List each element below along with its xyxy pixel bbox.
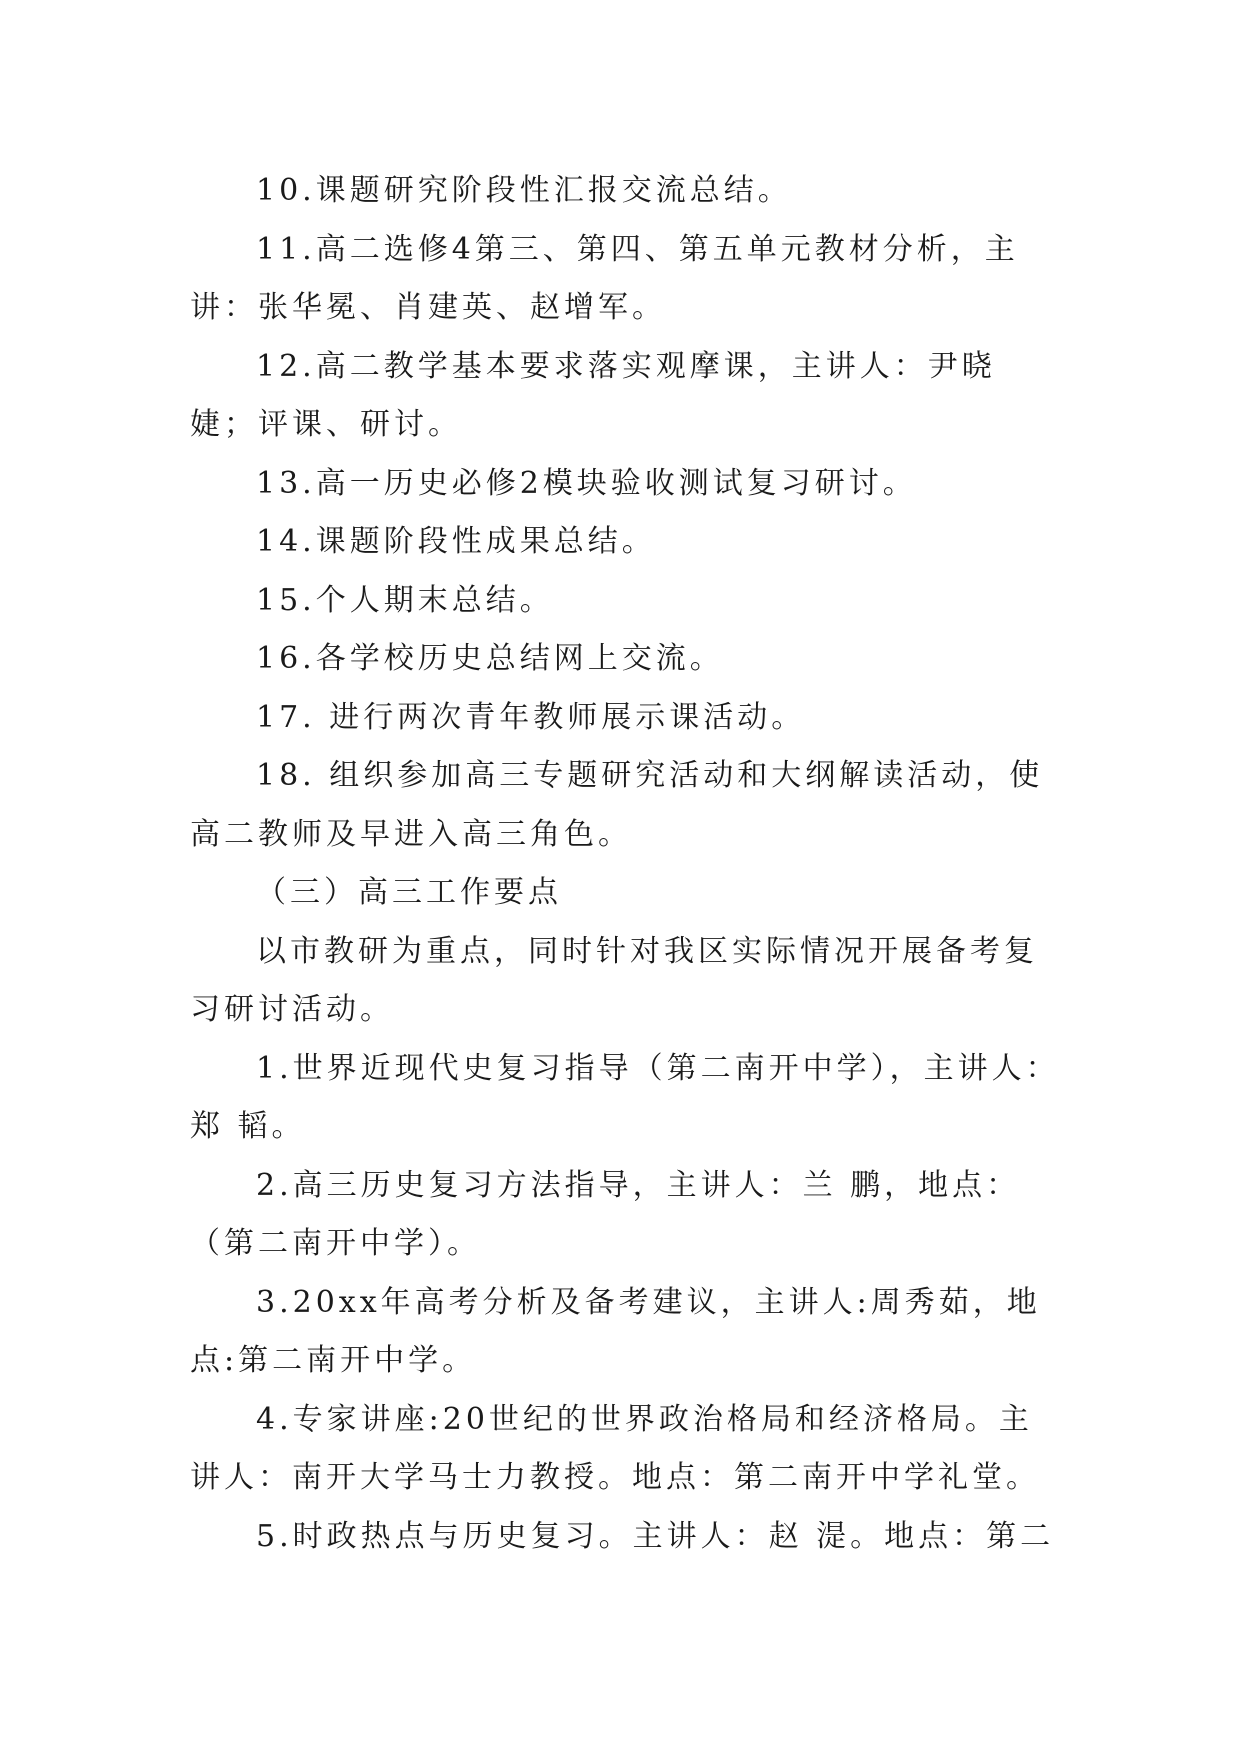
paragraph-item-senior-4: 4.专家讲座:20世纪的世界政治格局和经济格局。主讲人：南开大学马士力教授。地点：第二南开中学礼堂。 bbox=[190, 1401, 1040, 1495]
document-body bbox=[190, 162, 1060, 1566]
paragraph-item-senior-5: 5.时政热点与历史复习。主讲人：赵 湜。地点：第二 bbox=[256, 1518, 1055, 1554]
section-heading: （三）高三工作要点 bbox=[256, 875, 562, 910]
paragraph-item-11: 11.高二选修4第三、第四、第五单元教材分析，主讲：张华冕、肖建英、赵增军。 bbox=[190, 231, 1019, 325]
section-intro: 以市教研为重点，同时针对我区实际情况开展备考复习研讨活动。 bbox=[190, 933, 1038, 1027]
paragraph-item-12: 12.高二教学基本要求落实观摩课，主讲人：尹晓婕；评课、研讨。 bbox=[190, 348, 996, 442]
paragraph-item-senior-1: 1.世界近现代史复习指导（第二南开中学），主讲人：郑 韬。 bbox=[190, 1050, 1060, 1144]
paragraph-item-16: 16.各学校历史总结网上交流。 bbox=[256, 641, 724, 676]
paragraph-item-15: 15.个人期末总结。 bbox=[256, 582, 554, 618]
paragraph-item-10: 10.课题研究阶段性汇报交流总结。 bbox=[256, 173, 792, 208]
paragraph-item-18: 18. 组织参加高三专题研究活动和大纲解读活动，使高二教师及早进入高三角色。 bbox=[190, 758, 1044, 852]
paragraph-item-senior-3: 3.20xx年高考分析及备考建议，主讲人:周秀茹，地点:第二南开中学。 bbox=[190, 1284, 1041, 1378]
paragraph-item-14: 14.课题阶段性成果总结。 bbox=[256, 524, 656, 559]
paragraph-item-13: 13.高一历史必修2模块验收测试复习研讨。 bbox=[256, 465, 917, 501]
paragraph-item-senior-2: 2.高三历史复习方法指导，主讲人：兰 鹏，地点：（第二南开中学）。 bbox=[190, 1167, 1021, 1261]
paragraph-item-17: 17. 进行两次青年教师展示课活动。 bbox=[256, 699, 806, 735]
